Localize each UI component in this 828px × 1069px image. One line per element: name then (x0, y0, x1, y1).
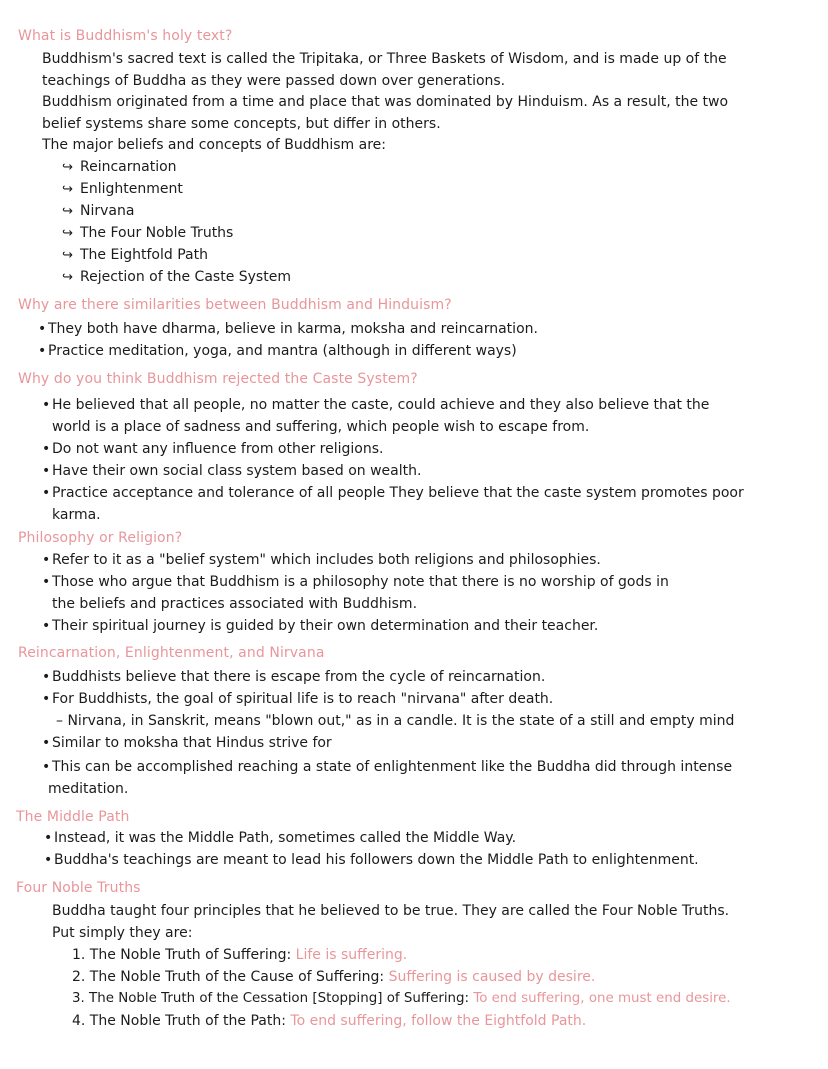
bullet-item: • Have their own social class system based on wealth. (42, 460, 421, 482)
heading-holy-text: What is Buddhism's holy text? (18, 28, 233, 44)
paragraph-line: Buddhism's sacred text is called the Tripitaka, or Three Baskets of Wisdom, and is made up of the (42, 51, 727, 67)
bullet-icon: • (42, 618, 51, 634)
bullet-icon: • (42, 485, 51, 501)
bullet-continuation: meditation. (48, 781, 129, 797)
bullet-icon: • (42, 441, 51, 457)
bullet-continuation: world is a place of sadness and suffering, which people wish to escape from. (52, 419, 590, 435)
bullet-item: • Those who argue that Buddhism is a philosophy note that there is no worship of gods in (42, 571, 669, 593)
heading-middle-path: The Middle Path (16, 809, 130, 825)
truth-item: 2. The Noble Truth of the Cause of Suffering: Suffering is caused by desire. (72, 969, 596, 985)
bullet-item: • Their spiritual journey is guided by their own determination and their teacher. (42, 615, 598, 637)
heading-similarities: Why are there similarities between Buddhism and Hinduism? (18, 297, 452, 313)
bullet-icon: • (44, 852, 53, 868)
bullet-item: • Buddha's teachings are meant to lead his followers down the Middle Path to enlightenment. (44, 849, 699, 871)
bullet-icon: • (42, 574, 51, 590)
heading-noble-truths: Four Noble Truths (16, 880, 141, 896)
bullet-continuation: karma. (52, 507, 101, 523)
truth-item: 1. The Noble Truth of Suffering: Life is suffering. (72, 947, 408, 963)
list-item: ↪ The Four Noble Truths (62, 222, 233, 245)
list-intro: The major beliefs and concepts of Buddhism are: (42, 137, 386, 153)
bullet-item: • For Buddhists, the goal of spiritual life is to reach "nirvana" after death. (42, 688, 553, 710)
arrow-right-icon: ↪ (62, 248, 73, 263)
bullet-continuation: the beliefs and practices associated with Buddhism. (52, 596, 418, 612)
arrow-right-icon: ↪ (62, 226, 73, 241)
bullet-item: • Do not want any influence from other religions. (42, 438, 383, 460)
arrow-right-icon: ↪ (62, 182, 73, 197)
bullet-icon: • (38, 343, 47, 359)
bullet-icon: • (42, 397, 51, 413)
heading-reincarnation: Reincarnation, Enlightenment, and Nirvana (18, 645, 325, 661)
paragraph-line: teachings of Buddha as they were passed down over generations. (42, 73, 506, 89)
list-item: ↪ Enlightenment (62, 178, 183, 201)
paragraph-line: Buddhism originated from a time and place that was dominated by Hinduism. As a result, the two (42, 94, 729, 110)
heading-caste: Why do you think Buddhism rejected the Caste System? (18, 371, 418, 387)
list-item: ↪ Reincarnation (62, 156, 177, 179)
bullet-icon: • (44, 830, 53, 846)
list-item: ↪ The Eightfold Path (62, 244, 208, 267)
bullet-icon: • (42, 669, 51, 685)
bullet-item: • Practice meditation, yoga, and mantra (although in different ways) (38, 340, 517, 362)
bullet-icon: • (38, 321, 47, 337)
heading-philosophy: Philosophy or Religion? (18, 530, 183, 546)
paragraph-line: belief systems share some concepts, but differ in others. (42, 116, 441, 132)
bullet-item: • Buddhists believe that there is escape from the cycle of reincarnation. (42, 666, 545, 688)
bullet-item: • Refer to it as a "belief system" which includes both religions and philosophies. (42, 549, 601, 571)
truth-item: 4. The Noble Truth of the Path: To end suffering, follow the Eightfold Path. (72, 1013, 587, 1029)
bullet-item: • This can be accomplished reaching a state of enlightenment like the Buddha did through intense (42, 756, 732, 778)
bullet-icon: • (42, 463, 51, 479)
arrow-right-icon: ↪ (62, 204, 73, 219)
paragraph-line: Buddha taught four principles that he believed to be true. They are called the Four Noble Truths. (52, 903, 730, 919)
bullet-icon: • (42, 759, 51, 775)
arrow-right-icon: ↪ (62, 270, 73, 285)
bullet-item: • They both have dharma, believe in karma, moksha and reincarnation. (38, 318, 538, 340)
bullet-icon: • (42, 552, 51, 568)
list-item: ↪ Rejection of the Caste System (62, 266, 291, 289)
bullet-item: • Instead, it was the Middle Path, sometimes called the Middle Way. (44, 827, 516, 849)
bullet-item: • Similar to moksha that Hindus strive for (42, 732, 332, 754)
bullet-icon: • (42, 691, 51, 707)
list-item: ↪ Nirvana (62, 200, 134, 223)
sub-item: – Nirvana, in Sanskrit, means "blown out," as in a candle. It is the state of a still and empty mind (56, 713, 735, 729)
dash-icon: – (56, 713, 68, 729)
bullet-item: • He believed that all people, no matter the caste, could achieve and they also believe that the (42, 394, 709, 416)
truth-item: 3. The Noble Truth of the Cessation [Stopping] of Suffering: To end suffering, one must end desire. (72, 991, 731, 1006)
bullet-item: • Practice acceptance and tolerance of all people They believe that the caste system promotes poor (42, 482, 744, 504)
arrow-right-icon: ↪ (62, 160, 73, 175)
paragraph-line: Put simply they are: (52, 925, 193, 941)
bullet-icon: • (42, 735, 51, 751)
